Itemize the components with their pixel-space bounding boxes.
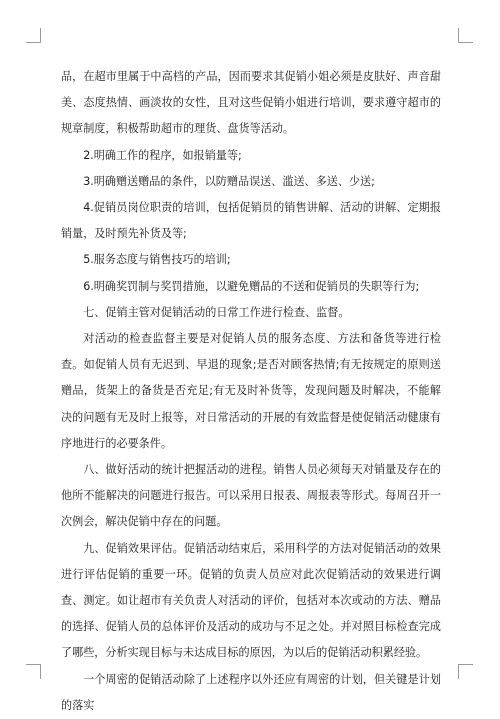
paragraph: 八、做好活动的统计把握活动的进程。销售人员必须每天对销量及存在的他所不能解决的问题进行报告。可以采用日报表、周报表等形式。每周召开一次例会，解决促销中存在的问题。: [61, 463, 441, 529]
paragraph: 对活动的检查监督主要是对促销人员的服务态度、方法和备货等进行检查。如促销人员有无迟到、早退的现象;是否对顾客热情;有无按规定的原则送赠品，货架上的备货是否充足;有无及时补货等，发现问题及时解决，不能解决的问题有无及时上报等，对日常活动的开展的有效监督是使促销活动健康有序地进行的必要条件。: [61, 332, 441, 450]
document-body: [61, 64, 441, 719]
section-heading: 七、促销主管对促销活动的日常工作进行检查、监督。: [83, 305, 350, 319]
crop-mark-bottom-left: [26, 664, 41, 679]
crop-mark-top-left: [26, 28, 41, 43]
crop-mark-bottom-right: [458, 664, 473, 679]
paragraph: 5.服务态度与销售技巧的培训;: [83, 253, 231, 267]
paragraph: 6.明确奖罚制与奖罚措施，以避免赠品的不送和促销员的失职等行为;: [83, 279, 420, 293]
paragraph: 4.促销员岗位职责的培训，包括促销员的销售讲解、活动的讲解、定期报销量，及时预先补货及等;: [61, 201, 441, 241]
paragraph: 2.明确工作的程序，如报销量等;: [83, 148, 242, 162]
paragraph: 3.明确赠送赠品的条件，以防赠品误送、滥送、多送、少送;: [83, 174, 375, 188]
paragraph: 品，在超市里属于中高档的产品，因而要求其促销小姐必须是皮肤好、声音甜美、态度热情、画淡妆的女性，且对这些促销小姐进行培训，要求遵守超市的规章制度，积极帮助超市的理货、盘货等活动。: [61, 70, 441, 136]
crop-mark-top-right: [458, 28, 473, 43]
paragraph: 一个周密的促销活动除了上述程序以外还应有周密的计划，但关键是计划的落实: [61, 672, 441, 712]
paragraph: 九、促销效果评估。促销活动结束后，采用科学的方法对促销活动的效果进行评估促销的重要一环。促销的负责人员应对此次促销活动的效果进行调查、测定。如让超市有关负责人对活动的评价，包括对本次或动的方法、赠品的选择、促销人员的总体评价及活动的成功与不足之处。并对照目标检查完成了哪些，分析实现目标与未达成目标的原因，为以后的促销活动积累经验。: [61, 541, 441, 660]
